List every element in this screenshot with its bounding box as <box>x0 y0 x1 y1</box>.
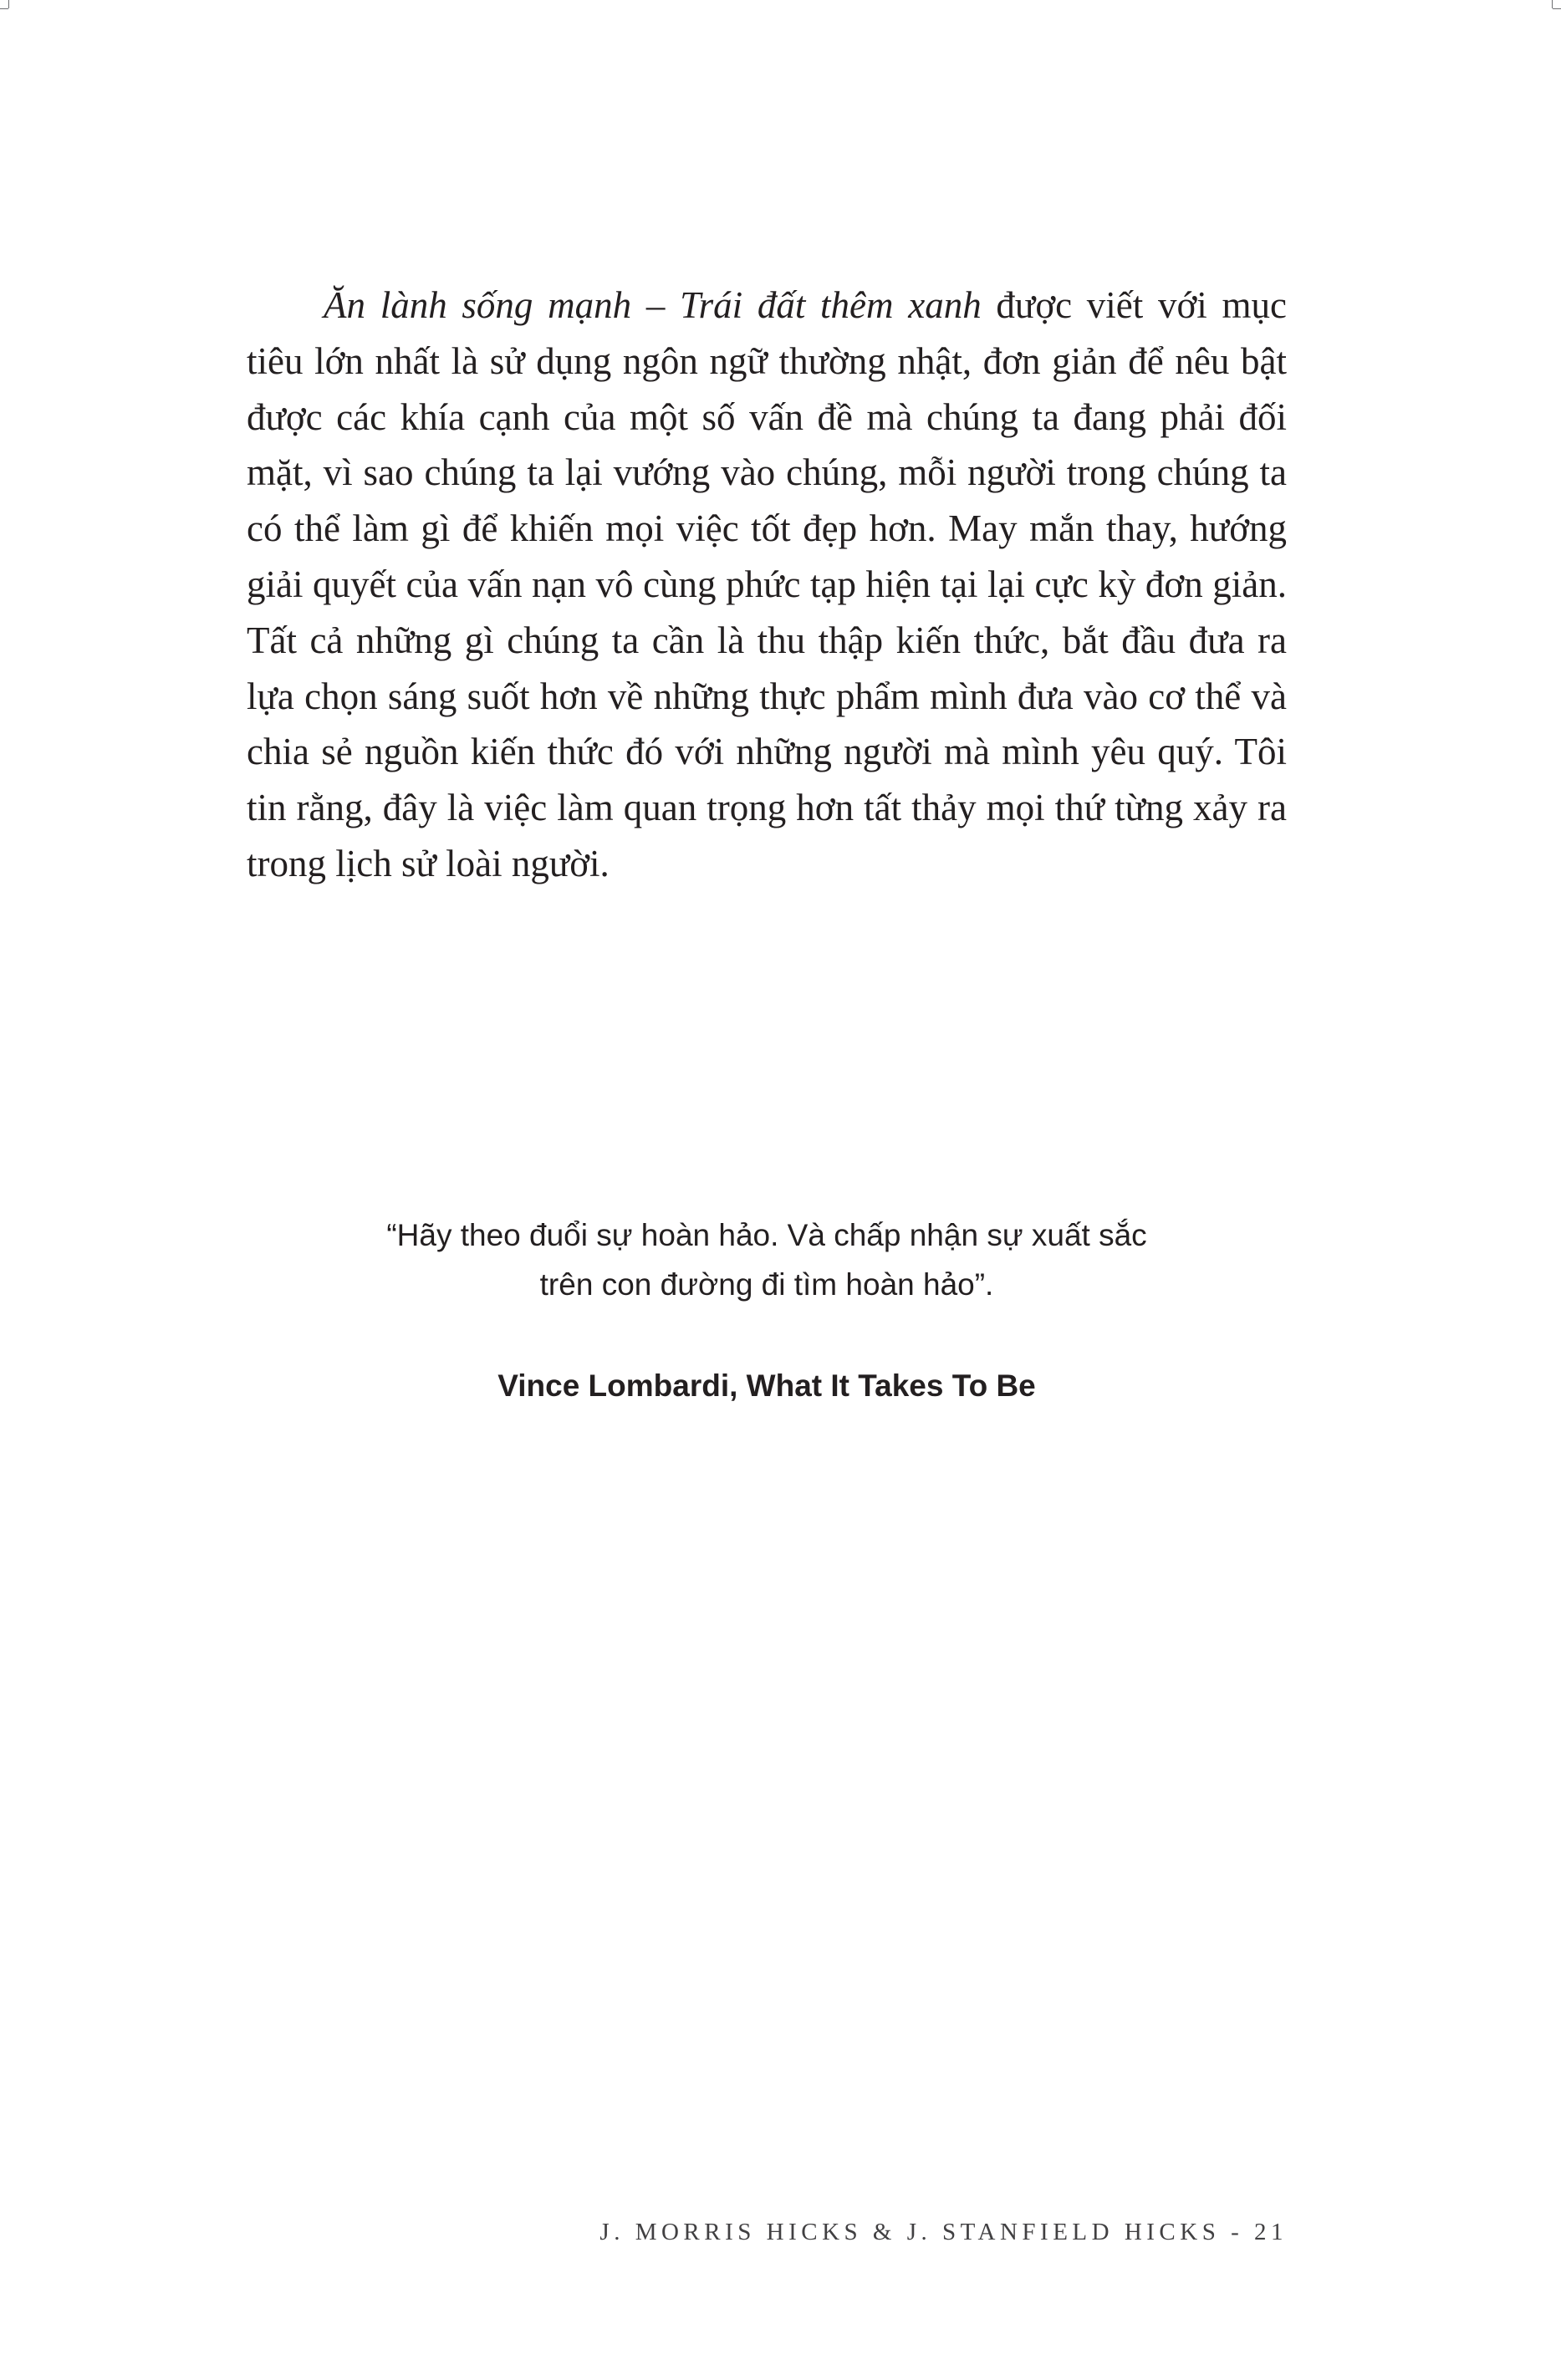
quote-line-1: “Hãy theo đuổi sự hoàn hảo. Và chấp nhận sự xuất sắc <box>386 1218 1147 1252</box>
epigraph-quote <box>247 1210 1287 1309</box>
running-footer: J. MORRIS HICKS & J. STANFIELD HICKS - 21 <box>599 2219 1288 2245</box>
crop-mark-top-left-vertical <box>8 0 9 8</box>
crop-mark-top-right-horizontal <box>1553 8 1561 9</box>
crop-mark-top-right-vertical <box>1552 0 1553 8</box>
paragraph-text: được viết với mục tiêu lớn nhất là sử dụng ngôn ngữ thường nhật, đơn giản để nêu bật được các khía cạnh của một số vấn đề mà chúng ta đang phải đối mặt, vì sao chúng ta lại vướng vào chúng, mỗi người trong chúng ta có thể làm gì để khiến mọi việc tốt đẹp hơn. May mắn thay, hướng giải quyết của vấn nạn vô cùng phức tạp hiện tại lại cực kỳ đơn giản. Tất cả những gì chúng ta cần là thu thập kiến thức, bắt đầu đưa ra lựa chọn sáng suốt hơn về những thực phẩm mình đưa vào cơ thể và chia sẻ nguồn kiến thức đó với những người mà mình yêu quý. Tôi tin rằng, đây là việc làm quan trọng hơn tất thảy mọi thứ từng xảy ra trong lịch sử loài người. <box>247 284 1287 884</box>
quote-attribution: Vince Lombardi, What It Takes To Be <box>497 1368 1036 1403</box>
body-paragraph <box>247 278 1287 892</box>
quote-line-2: trên con đường đi tìm hoàn hảo”. <box>539 1267 994 1302</box>
book-title-italic: Ăn lành sống mạnh – Trái đất thêm xanh <box>324 284 982 326</box>
crop-mark-top-left-horizontal <box>0 8 8 9</box>
